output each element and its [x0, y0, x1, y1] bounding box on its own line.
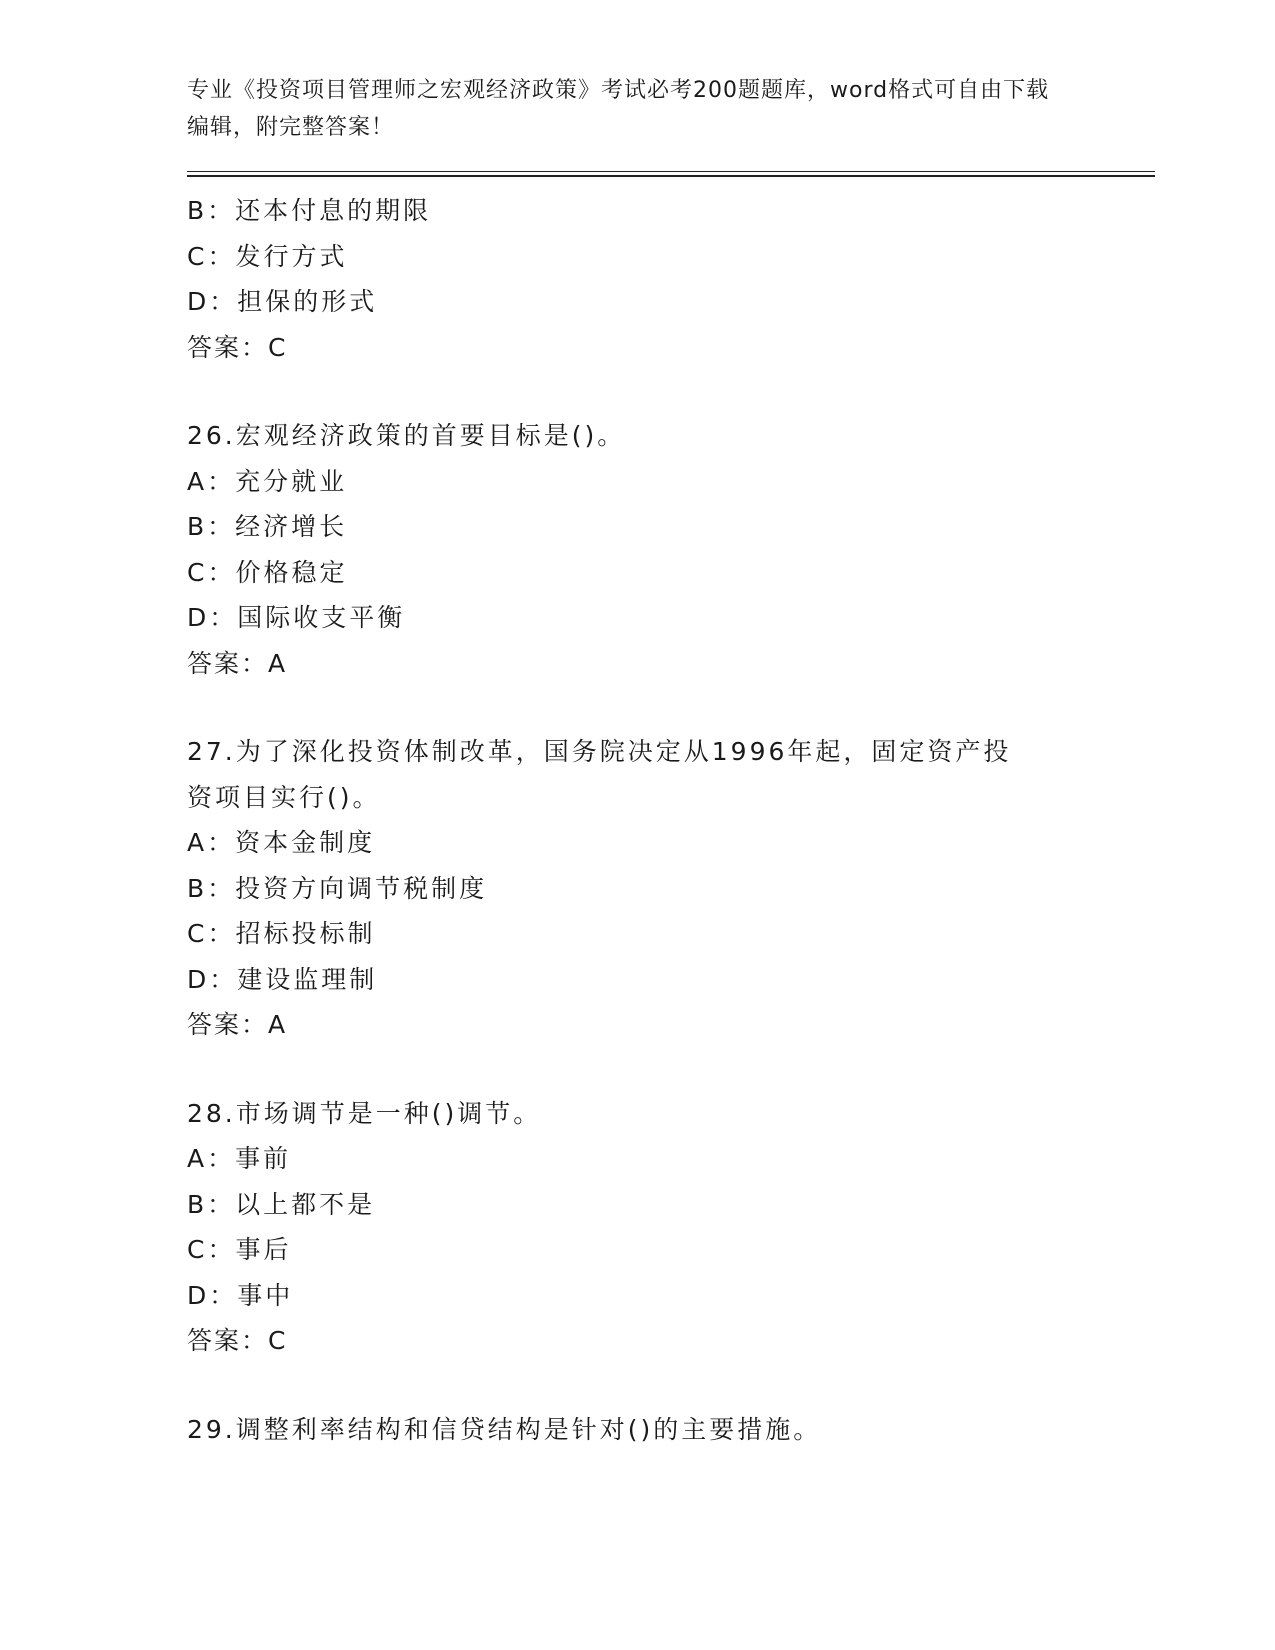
option-a: A：充分就业: [187, 466, 348, 496]
spacer: [187, 370, 1107, 413]
option-b: B：投资方向调节税制度: [187, 873, 488, 903]
option-c: C：发行方式: [187, 241, 348, 271]
header-divider-thick: [187, 175, 1155, 177]
question-block-partial: [187, 188, 1107, 370]
spacer: [187, 1364, 1107, 1407]
answer-line: 答案：A: [187, 648, 288, 678]
option-c: C：价格稳定: [187, 557, 348, 587]
option-b: B：还本付息的期限: [187, 196, 432, 225]
question-block-29: [187, 1407, 1107, 1453]
answer-line: 答案：A: [187, 1010, 288, 1039]
option-d: D：担保的形式: [187, 287, 378, 316]
question-block-28: [187, 1091, 1107, 1364]
document-header: 专业《投资项目管理师之宏观经济政策》考试必考200题题库，word格式可自由下载编辑，附完整答案！: [187, 78, 1050, 140]
question-stem: 28.市场调节是一种()调节。: [187, 1098, 542, 1128]
spacer: [187, 1048, 1107, 1091]
answer-line: 答案：C: [187, 332, 288, 362]
option-b: B：以上都不是: [187, 1189, 376, 1219]
question-stem: 26.宏观经济政策的首要目标是()。: [187, 421, 626, 450]
option-b: B：经济增长: [187, 512, 348, 541]
option-c: C：事后: [187, 1235, 292, 1264]
spacer: [187, 686, 1107, 729]
answer-line: 答案：C: [187, 1326, 288, 1355]
question-stem: 29.调整利率结构和信贷结构是针对()的主要措施。: [187, 1414, 822, 1444]
option-a: A：事前: [187, 1144, 292, 1173]
question-block-27: [187, 729, 1107, 1048]
option-d: D：事中: [187, 1280, 294, 1310]
header-divider-thin: [187, 171, 1155, 172]
option-d: D：建设监理制: [187, 964, 378, 994]
question-list: [187, 188, 1107, 1452]
option-a: A：资本金制度: [187, 828, 376, 857]
question-block-26: [187, 413, 1107, 686]
option-d: D：国际收支平衡: [187, 603, 406, 632]
option-c: C：招标投标制: [187, 919, 376, 948]
question-stem: 27.为了深化投资体制改革，国务院决定从1996年起，固定资产投资项目实行()。: [187, 737, 1012, 812]
